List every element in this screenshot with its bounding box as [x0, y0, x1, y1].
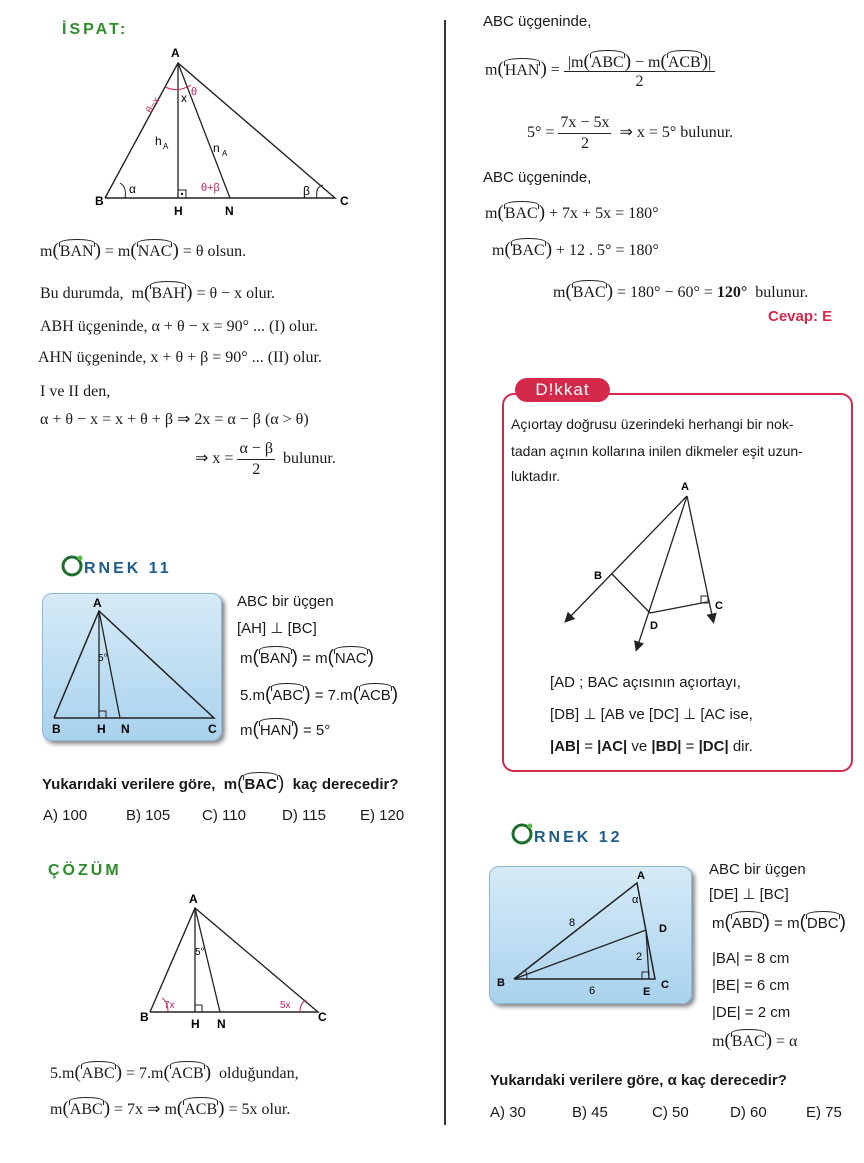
r-line-3: 5° = $\frac{7x - 5x}{2}$ ⇒ x = 5° bulunur. — [527, 114, 734, 152]
svg-text:5x: 5x — [280, 1000, 291, 1011]
o11-option-c: C) 110 — [202, 807, 246, 824]
proof-line-3: ABH üçgeninde, α + θ − x = 90° ... (I) olur. — [40, 318, 318, 335]
proof-line-6: α + θ − x = x + θ + β ⇒ 2x = α − β (α > θ) — [40, 411, 309, 428]
svg-text:N: N — [121, 722, 130, 736]
svg-text:B: B — [52, 722, 61, 736]
o11-question: Yukarıdaki verilere göre, m(BAC) kaç derecedir? — [42, 773, 399, 794]
proof-line-7: ⇒ x = $\frac{\alpha - \beta}{2}$ bulunur. — [195, 440, 336, 478]
o11-given-5: m(HAN) = 5° — [240, 719, 331, 740]
proof-line-1: m(BAN) = m(NAC) = θ olsun. — [40, 240, 247, 261]
label-beta: β — [303, 184, 310, 198]
o12-option-e: E) 75 — [806, 1104, 842, 1121]
proof-line-5: I ve II den, — [40, 383, 111, 400]
cozum-figure — [140, 890, 330, 1030]
o12-question: Yukarıdaki verilere göre, α kaç derecedir? — [490, 1072, 787, 1089]
svg-text:A: A — [681, 481, 689, 493]
svg-text:C: C — [715, 600, 723, 612]
svg-text:A: A — [189, 892, 198, 906]
svg-text:5°: 5° — [98, 653, 108, 664]
o11-given-2: [AH] ⊥ [BC] — [237, 620, 317, 637]
ornek-11-heading: RNEK 11 — [84, 560, 172, 577]
label-hA: h — [155, 134, 162, 148]
svg-text:B: B — [140, 1010, 149, 1024]
label-B: B — [95, 194, 104, 208]
svg-text:H: H — [191, 1017, 200, 1030]
svg-text:8: 8 — [569, 917, 576, 929]
dikkat-tag: D!kkat — [515, 378, 610, 402]
o12-option-b: B) 45 — [572, 1104, 608, 1121]
label-A: A — [171, 46, 180, 60]
o12-given-6: |DE| = 2 cm — [712, 1004, 791, 1021]
dikkat-text-1: Açıortay doğrusu üzerindeki herhangi bir nok- — [511, 416, 794, 432]
svg-text:α: α — [632, 894, 639, 906]
r-formula-han: m(HAN) = $\frac{\text{|m(ABC) − m(ACB)|}}{2}$ — [485, 52, 715, 90]
cozum-line-1: 5.m(ABC) = 7.m(ACB) olduğundan, — [50, 1062, 299, 1083]
proof-triangle-figure — [95, 45, 355, 220]
column-divider — [444, 20, 446, 1125]
r-line-5: m(BAC) + 7x + 5x = 180° — [485, 202, 659, 223]
svg-text:C: C — [661, 979, 669, 991]
dikkat-line-1: [AD ; BAC açısının açıortayı, — [550, 674, 741, 691]
o11-given-3: m(BAN) = m(NAC) — [240, 647, 374, 668]
label-H: H — [174, 204, 183, 218]
ispat-heading: İSPAT: — [62, 21, 129, 38]
r-line-6: m(BAC) + 12 . 5° = 180° — [492, 239, 659, 260]
proof-line-2: Bu durumda, m(BAH) = θ − x olur. — [40, 282, 276, 303]
ornek-12-figure — [489, 866, 689, 1001]
o12-given-1: ABC bir üçgen — [709, 861, 806, 878]
svg-text:B: B — [594, 570, 602, 582]
r-line-1: ABC üçgeninde, — [483, 13, 592, 30]
ornek-o-icon — [60, 553, 86, 577]
label-theta-minus-x: θ−x — [144, 95, 163, 116]
label-theta-plus-beta: θ+β — [201, 182, 220, 194]
label-theta: θ — [191, 86, 198, 98]
svg-text:A: A — [222, 149, 228, 158]
cozum-heading: ÇÖZÜM — [48, 862, 122, 879]
svg-text:A: A — [93, 596, 102, 610]
o11-option-e: E) 120 — [360, 807, 405, 824]
r-line-7: m(BAC) = 180° − 60° = 120° bulunur. — [553, 281, 809, 302]
o11-option-d: D) 115 — [282, 807, 326, 824]
dikkat-line-3: |AB| = |AC| ve |BD| = |DC| dir. — [550, 738, 753, 755]
svg-text:D: D — [659, 923, 667, 935]
svg-text:A: A — [637, 870, 645, 882]
svg-text:D: D — [650, 620, 658, 632]
ornek-12-o-icon — [510, 821, 536, 845]
label-N: N — [225, 204, 234, 218]
cevap-label: Cevap: E — [768, 308, 833, 325]
svg-text:6: 6 — [589, 985, 596, 997]
cozum-line-2: m(ABC) = 7x ⇒ m(ACB) = 5x olur. — [50, 1098, 291, 1119]
svg-text:2: 2 — [636, 951, 643, 963]
o12-given-4: |BA| = 8 cm — [712, 950, 790, 967]
o11-option-a: A) 100 — [43, 807, 88, 824]
svg-text:B: B — [497, 977, 505, 989]
proof-line-4: AHN üçgeninde, x + θ + β = 90° ... (II) olur. — [38, 349, 322, 366]
svg-text:E: E — [643, 986, 651, 998]
o12-given-5: |BE| = 6 cm — [712, 977, 790, 994]
o11-given-4: 5.m(ABC) = 7.m(ACB) — [240, 684, 399, 705]
svg-text:H: H — [97, 722, 106, 736]
label-alpha: α — [129, 182, 136, 196]
r-line-4: ABC üçgeninde, — [483, 169, 592, 186]
svg-text:7x: 7x — [164, 1000, 175, 1011]
label-C: C — [340, 194, 349, 208]
label-x: x — [181, 91, 187, 105]
svg-text:A: A — [163, 142, 169, 151]
svg-text:C: C — [208, 722, 217, 736]
o12-option-c: C) 50 — [652, 1104, 689, 1121]
ornek-11-figure — [42, 593, 222, 738]
o12-given-7: m(BAC) = α — [712, 1030, 798, 1051]
o12-option-a: A) 30 — [490, 1104, 526, 1121]
dikkat-figure — [555, 478, 745, 658]
dikkat-text-3: luktadır. — [511, 468, 561, 484]
o12-option-d: D) 60 — [730, 1104, 767, 1121]
o11-given-1: ABC bir üçgen — [237, 593, 334, 610]
dikkat-text-2: tadan açının kollarına inilen dikmeler eşit uzun- — [511, 443, 803, 459]
o12-given-2: [DE] ⊥ [BC] — [709, 886, 789, 903]
label-nA: n — [213, 141, 220, 155]
o12-given-3: m(ABD) = m(DBC) — [712, 912, 846, 933]
svg-text:5°: 5° — [195, 947, 205, 958]
o11-option-b: B) 105 — [126, 807, 171, 824]
svg-text:C: C — [318, 1010, 327, 1024]
ornek-12-heading: RNEK 12 — [534, 829, 623, 846]
dikkat-line-2: [DB] ⊥ [AB ve [DC] ⊥ [AC ise, — [550, 706, 753, 723]
svg-text:N: N — [217, 1017, 226, 1030]
